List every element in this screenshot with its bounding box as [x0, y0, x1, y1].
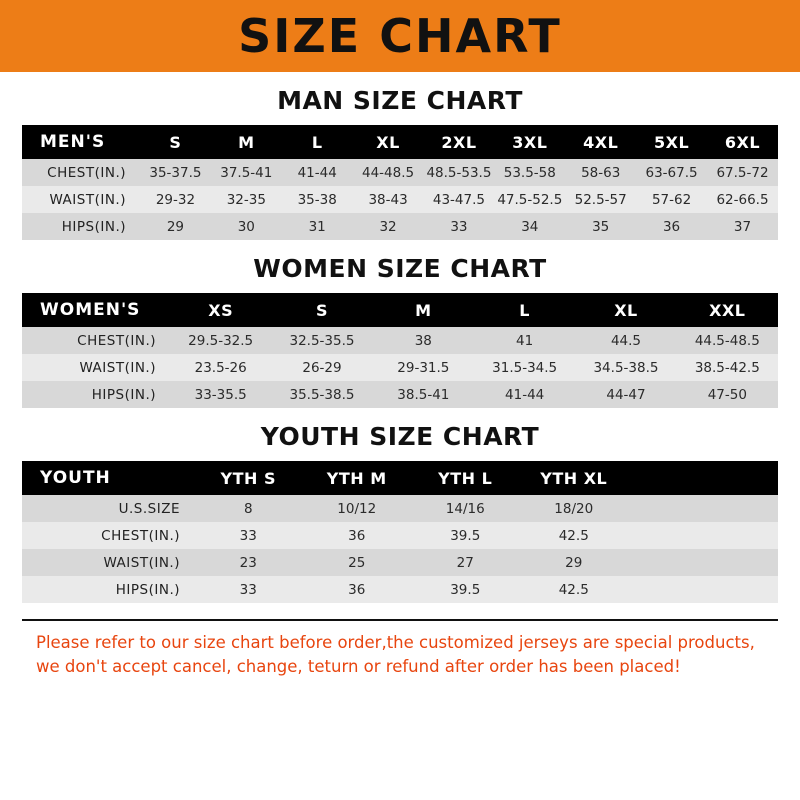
- cell: 63-67.5: [645, 164, 698, 181]
- cell: 30: [237, 218, 255, 235]
- cell: 33-35.5: [194, 386, 247, 403]
- cell: 23.5-26: [194, 359, 247, 376]
- cell: 31: [308, 218, 326, 235]
- row-label: CHEST(IN.): [77, 332, 156, 349]
- header-banner: [0, 0, 800, 72]
- man-size-col: S: [169, 132, 182, 152]
- cell: 35-37.5: [149, 164, 202, 181]
- cell: 36: [348, 527, 366, 544]
- man-size-col: L: [311, 132, 323, 152]
- page-title: SIZE CHART: [238, 9, 562, 63]
- women-section-title: WOMEN SIZE CHART: [253, 254, 547, 283]
- table-row: [22, 381, 778, 408]
- row-label: CHEST(IN.): [101, 527, 180, 544]
- footer-note-line-1: Please refer to our size chart before order,the customized jerseys are special products,: [36, 633, 755, 652]
- man-size-col: 2XL: [441, 132, 477, 152]
- cell: 31.5-34.5: [492, 359, 558, 376]
- cell: 33: [450, 218, 468, 235]
- cell: 33: [239, 581, 257, 598]
- cell: 38-43: [368, 191, 408, 208]
- cell: 47.5-52.5: [497, 191, 563, 208]
- table-row: [22, 549, 778, 576]
- table-row: [22, 354, 778, 381]
- cell: 38.5-41: [397, 386, 450, 403]
- cell: 10/12: [337, 500, 377, 517]
- cell: 32: [379, 218, 397, 235]
- row-label: HIPS(IN.): [61, 218, 126, 235]
- table-header-row: [22, 293, 778, 327]
- table-row: [22, 213, 778, 240]
- cell: 57-62: [651, 191, 692, 208]
- cell: 43-47.5: [432, 191, 485, 208]
- women-size-table: [22, 293, 778, 408]
- cell: 41-44: [505, 386, 545, 403]
- cell: 44.5-48.5: [694, 332, 760, 349]
- table-row: [22, 522, 778, 549]
- cell: 39.5: [450, 581, 481, 598]
- youth-size-col: YTH XL: [540, 468, 608, 488]
- row-label: WAIST(IN.): [49, 191, 126, 208]
- women-size-col: XS: [208, 300, 234, 320]
- women-size-col: L: [519, 300, 530, 320]
- cell: 52.5-57: [574, 191, 627, 208]
- cell: 38: [414, 332, 432, 349]
- cell: 32.5-35.5: [289, 332, 355, 349]
- cell: 29.5-32.5: [188, 332, 254, 349]
- spacer-cell: [628, 549, 778, 576]
- cell: 62-66.5: [716, 191, 769, 208]
- youth-size-col: YTH S: [220, 468, 276, 488]
- cell: 35: [592, 218, 610, 235]
- row-label: HIPS(IN.): [115, 581, 180, 598]
- women-size-col: M: [415, 300, 432, 320]
- cell: 44.5: [610, 332, 641, 349]
- women-size-col: XL: [614, 300, 638, 320]
- man-size-col: XL: [376, 132, 400, 152]
- cell: 29: [565, 554, 583, 571]
- youth-header-label: YOUTH: [40, 468, 111, 488]
- row-label: CHEST(IN.): [47, 164, 126, 181]
- cell: 41: [516, 332, 534, 349]
- cell: 53.5-58: [503, 164, 556, 181]
- cell: 37.5-41: [220, 164, 273, 181]
- cell: 27: [456, 554, 474, 571]
- table-row: [22, 576, 778, 603]
- cell: 29: [166, 218, 185, 235]
- man-size-col: 3XL: [512, 132, 548, 152]
- man-size-col: M: [238, 132, 255, 152]
- cell: 29-32: [155, 191, 196, 208]
- man-size-col: 4XL: [583, 132, 619, 152]
- cell: 41-44: [297, 164, 337, 181]
- cell: 29-31.5: [397, 359, 450, 376]
- man-section-title: MAN SIZE CHART: [277, 86, 523, 115]
- footer-note: [22, 619, 778, 691]
- cell: 26-29: [302, 359, 342, 376]
- spacer-cell: [628, 495, 778, 522]
- row-label: HIPS(IN.): [91, 386, 156, 403]
- youth-section-title: YOUTH SIZE CHART: [260, 422, 540, 451]
- cell: 23: [239, 554, 257, 571]
- spacer-cell: [628, 461, 778, 495]
- table-row: [22, 495, 778, 522]
- table-row: [22, 327, 778, 354]
- spacer-cell: [628, 522, 778, 549]
- cell: 33: [239, 527, 257, 544]
- table-header-row: [22, 461, 778, 495]
- cell: 18/20: [554, 500, 594, 517]
- cell: 34.5-38.5: [593, 359, 659, 376]
- row-label: WAIST(IN.): [79, 359, 156, 376]
- table-header-row: [22, 125, 778, 159]
- cell: 35-38: [297, 191, 337, 208]
- cell: 67.5-72: [716, 164, 769, 181]
- table-row: [22, 186, 778, 213]
- man-size-col: 6XL: [724, 132, 761, 152]
- cell: 44-47: [606, 386, 646, 403]
- cell: 44-48.5: [362, 164, 415, 181]
- cell: 8: [243, 500, 253, 517]
- cell: 48.5-53.5: [426, 164, 492, 181]
- cell: 42.5: [558, 527, 589, 544]
- women-header-label: WOMEN'S: [40, 300, 141, 320]
- footer-note-line-2: we don't accept cancel, change, teturn or refund after order has been placed!: [36, 656, 681, 676]
- women-size-col: S: [315, 300, 328, 320]
- man-header-label: MEN'S: [40, 132, 106, 152]
- row-label: U.S.SIZE: [118, 500, 180, 517]
- cell: 34: [521, 218, 539, 235]
- spacer-cell: [628, 576, 778, 603]
- cell: 36: [662, 218, 681, 235]
- youth-size-table: [22, 461, 778, 603]
- cell: 36: [348, 581, 366, 598]
- cell: 47-50: [707, 386, 747, 403]
- cell: 58-63: [581, 164, 621, 181]
- youth-size-col: YTH M: [326, 468, 387, 488]
- women-size-col: XXL: [709, 300, 746, 320]
- cell: 25: [348, 554, 366, 571]
- cell: 39.5: [450, 527, 481, 544]
- cell: 38.5-42.5: [694, 359, 760, 376]
- chart-content: [0, 72, 800, 800]
- youth-size-col: YTH L: [438, 468, 493, 488]
- table-row: [22, 159, 778, 186]
- cell: 37: [733, 218, 752, 235]
- man-size-table: [22, 125, 778, 240]
- cell: 35.5-38.5: [289, 386, 355, 403]
- cell: 14/16: [445, 500, 485, 517]
- man-size-col: 5XL: [653, 132, 690, 152]
- cell: 32-35: [226, 191, 266, 208]
- row-label: WAIST(IN.): [103, 554, 180, 571]
- cell: 42.5: [558, 581, 589, 598]
